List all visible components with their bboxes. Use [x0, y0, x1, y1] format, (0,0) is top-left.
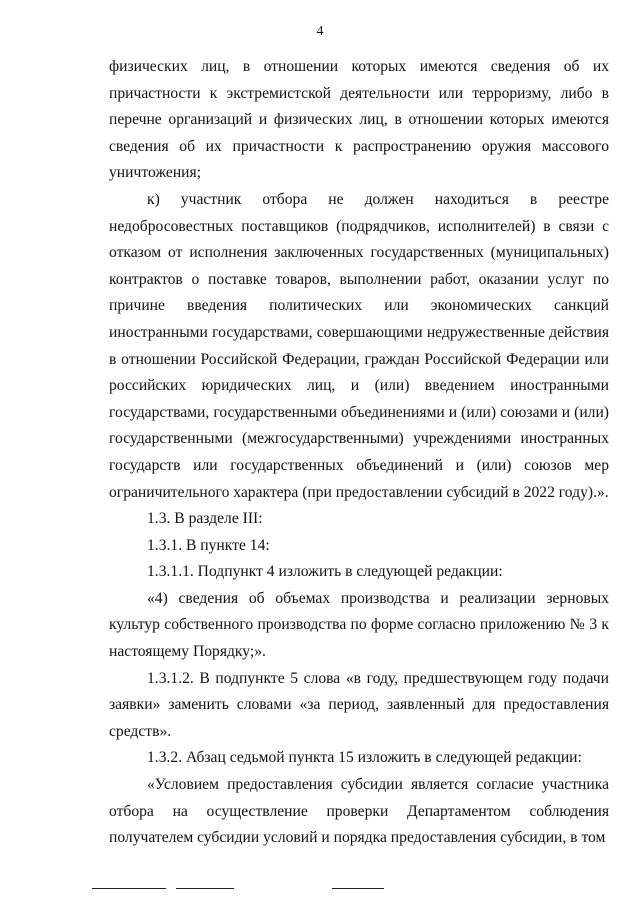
paragraph-condition-quote: «Условием предоставления субсидии является согласие участника отбора на осуществление проверки Департаментом соблюдения получателем субсидии условий и порядка предоставления субсидии, в том	[109, 776, 609, 847]
footer-rule-right	[332, 888, 384, 889]
paragraph-subitem-4: «4) сведения об объемах производства и реализации зерновых культур собственного производства по форме согласно приложению № 3 к настоящему Порядку;».	[109, 589, 609, 661]
paragraph-1-3-2: 1.3.2. Абзац седьмой пункта 15 изложить в следующей редакции:	[147, 749, 582, 767]
document-body	[109, 54, 609, 852]
paragraph-1-3: 1.3. В разделе III:	[147, 510, 263, 528]
footer-rule-middle	[176, 888, 234, 889]
paragraph-1-3-1-2: 1.3.1.2. В подпункте 5 слова «в году, предшествующем году подачи заявки» заменить словами «за период, заявленный для предоставления средств».	[109, 669, 609, 740]
paragraph-1-3-1: 1.3.1. В пункте 14:	[147, 536, 270, 554]
paragraph-1-3-1-1: 1.3.1.1. Подпункт 4 изложить в следующей редакции:	[147, 563, 503, 581]
paragraph-continuation: физических лиц, в отношении которых имеются сведения об их причастности к экстремистской деятельности или терроризму, либо в перечне организаций и физических лиц, в отношении которых имеются сведения об их причастности к распространению оружия массового уничтожения;	[109, 58, 609, 182]
footer-rule-left	[92, 888, 166, 889]
page-number: 4	[316, 24, 324, 39]
paragraph-item-k: к) участник отбора не должен находиться в реестре недобросовестных поставщиков (подрядчиков, исполнителей) в связи с отказом от исполнения заключенных государственных (муниципальных) контрактов о поставке товаров, выполнении работ, оказании услуг по причине введения политических или экономических санкций иностранными государствами, совершающими недружественные действия в отношении Российской Федерации, граждан Российской Федерации или российских юридических лиц, и (или) введением иностранными государствами, государственными объединениями и (или) союзами и (или) государственными (межгосударственными) учреждениями иностранных государств или государственных объединений и (или) союзов мер ограничительного характера (при предоставлении субсидий в 2022 году).».	[109, 190, 609, 501]
